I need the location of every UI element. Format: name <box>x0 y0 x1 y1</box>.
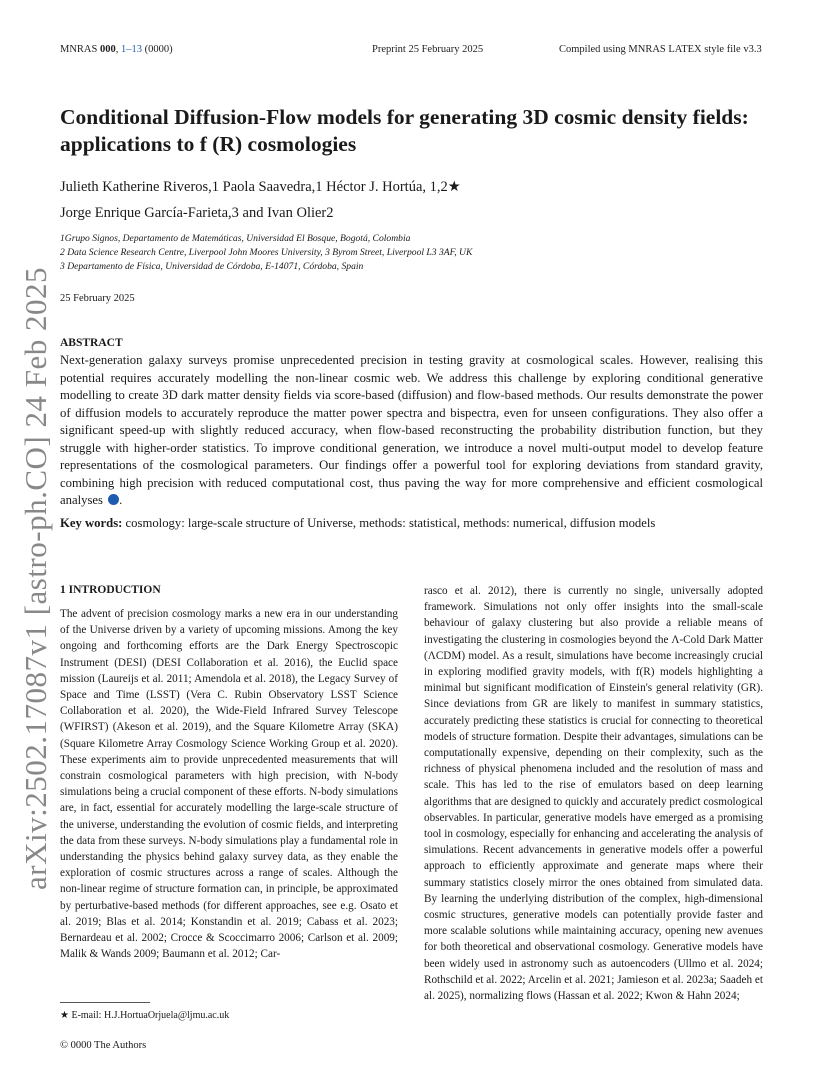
author-line-1: Julieth Katherine Riveros,1 Paola Saavedra,1 Héctor J. Hortúa, 1,2★ <box>60 179 461 195</box>
affiliation-2: 2 Data Science Research Centre, Liverpool John Moores University, 3 Byrom Street, Liverpool L3 3AF, UK <box>60 247 473 258</box>
journal-name: MNRAS <box>60 44 100 55</box>
keywords <box>60 516 780 531</box>
submission-date: 25 February 2025 <box>60 293 135 304</box>
keywords-list: cosmology: large-scale structure of Universe, methods: statistical, methods: numerical, diffusion models <box>125 516 656 530</box>
copyright: © 0000 The Authors <box>60 1040 147 1051</box>
author-line-2: Jorge Enrique García-Farieta,3 and Ivan Olier2 <box>60 205 334 221</box>
paper-title: Conditional Diffusion-Flow models for generating 3D cosmic density fields: applications to f (R) cosmologies <box>60 105 749 156</box>
journal-pages-link[interactable]: 1–13 <box>120 44 142 55</box>
intro-column-left <box>60 606 398 962</box>
intro-paragraph-left: The advent of precision cosmology marks a new era in our understanding of the Universe driven by a variety of upcoming missions. Among the key ongoing and forthcoming efforts are the Dark Energy Spectroscopic Instrument (DESI) (DESI Collaboration et al. 2016), the Euclid space mission (Laureijs et al. 2011; Amendola et al. 2018), the Legacy Survey of Space and Time (LSST) (Vera C. Rubin Observatory LSST Science Collaboration et al. 2020), the Wide-Field Infrared Survey Telescope (WFIRST) (Akeson et al. 2019), and the Square Kilometre Array (SKA) (Square Kilometre Array Cosmology Science Working Group et al. 2020). These experiments aim to provide unprecedented measurements that will constrain cosmological parameters with high precision, with N-body simulations being a crucial component of these efforts. N-body simulations are, in fact, essential for accurately modelling the large-scale structure of the universe, understanding the evolution of cosmic fields, and interpreting the data from these surveys. N-body simulations play a fundamental role in understanding the physics behind galaxy survey data, as they enable the exploration of cosmic structures across a range of scales. Although the non-linear regime of structure formation can, in principle, be approximated by perturbative-based methods (for different approaches, see e.g. Osato et al. 2019; Blas et al. 2014; Konstandin et al. 2019; Cabass et al. 2023; Bernardeau et al. 2002; Crocce & Scoccimarro 2006; Carlson et al. 2009; Malik & Wands 2009; Baumann et al. 2012; Car- <box>60 608 398 961</box>
arxiv-stamp <box>12 258 53 890</box>
affiliation-3: 3 Departamento de Física, Universidad de Córdoba, E-14071, Córdoba, Spain <box>60 261 364 272</box>
preprint-date: Preprint 25 February 2025 <box>372 44 484 55</box>
compiled-note: Compiled using MNRAS LATEX style file v3.3 <box>559 44 762 55</box>
affiliations <box>60 232 760 274</box>
intro-column-right <box>424 583 763 1004</box>
footnote-rule <box>60 1002 150 1003</box>
footnote-email: ★ E-mail: H.J.HortuaOrjuela@ljmu.ac.uk <box>60 1010 230 1021</box>
journal-volume: 000 <box>99 44 116 55</box>
intro-paragraph-right: rasco et al. 2012), there is currently no single, universally adopted framework. Simulations not only offer insights into the small-scale behaviour of galaxy clustering but also provide a reliable means of investigating the clustering in cosmologies beyond the Λ-Cold Dark Matter (ΛCDM) model. As a result, simulations have become increasingly crucial in exploring modified gravity models, with f(R) models highlighting a minimal but significant modification of Einstein's general relativity (GR). Since deviations from GR are likely to manifest in summary statistics, accurately predicting these statistics is crucial for connecting to theoretical models of structure formation. Despite their advantages, simulations can be computationally expensive, depending on their complexity, such as the richness of physical phenomena included and the resolution of mass and scale. This has led to the rise of emulators based on deep learning algorithms that are designed to quickly and accurately predict cosmological observables. In particular, generative models have emerged as a promising tool in cosmology, especially for enhancing and accelerating the analysis of simulations. Recent advancements in generative models offer a powerful approach to efficiently approximate and generate maps where their summary statistics closely mirror the ones obtained from simulated data. By learning the underlying distribution of the complex, high-dimensional cosmic structures, generative models can potentially provide faster and more scalable solutions while maintaining accuracy, opening new avenues for both theoretical and observational cosmology. Generative models have been widely used in astronomy such as autoencoders (Ullmo et al. 2024; Rothschild et al. 2022; Arcelin et al. 2021; Jamieson et al. 2023a; Saadeh et al. 2025), normalizing flows (Hassan et al. 2022; Kwon & Hahn 2024; <box>424 585 763 1003</box>
abstract-text: Next-generation galaxy surveys promise unprecedented precision in testing gravity at cosmological scales. However, realising this potential requires accurately modelling the non-linear cosmic web. We address this challenge by exploring conditional generative modelling to create 3D dark matter density fields via score-based (diffusion) and flow-based methods. Our results demonstrate the power of diffusion models to accurately reproduce the matter power spectra and bispectra, even for unseen configurations. They also offer a significant speed-up with slightly reduced accuracy, when flow-based reconstructing the probability distribution function, but they struggle with higher-order statistics. To improve conditional generation, we introduce a novel multi-output model to develop feature representations of the cosmological parameters. Our findings offer a powerful tool for exploring deviations from standard gravity, combining high precision with reduced computational cost, thus paving the way for more comprehensive and efficient cosmological analyses . <box>60 353 763 507</box>
section-heading-introduction: 1 INTRODUCTION <box>60 584 161 596</box>
arxiv-identifier: arXiv:2502.17087v1 [astro-ph.CO] 24 Feb 2025 <box>18 267 53 890</box>
keywords-label: Key words: <box>60 516 123 530</box>
journal-year: (0000) <box>141 44 173 55</box>
github-icon[interactable] <box>108 494 119 505</box>
abstract-heading: ABSTRACT <box>60 337 123 349</box>
running-header-journal <box>60 44 173 55</box>
affiliation-1: 1Grupo Signos, Departamento de Matemáticas, Universidad El Bosque, Bogotá, Colombia <box>60 233 411 244</box>
author-list <box>60 174 760 226</box>
abstract-body: Next-generation galaxy surveys promise unprecedented precision in testing gravity at cosmological scales. However, realising this potential requires accurately modelling the non-linear cosmic web. We address this challenge by exploring conditional generative modelling to create 3D dark matter density fields via score-based (diffusion) and flow-based methods. Our results demonstrate the power of diffusion models to accurately reproduce the matter power spectra and bispectra, even for unseen configurations. They also offer a significant speed-up with slightly reduced accuracy, when flow-based reconstructing the probability distribution function, but they struggle with higher-order statistics. To improve conditional generation, we introduce a novel multi-output model to develop feature representations of the cosmological parameters. Our findings offer a powerful tool for exploring deviations from standard gravity, combining high precision with reduced computational cost, thus paving the way for more comprehensive and efficient cosmological analyses <box>60 353 763 507</box>
journal-pages-sep: , <box>115 44 121 55</box>
